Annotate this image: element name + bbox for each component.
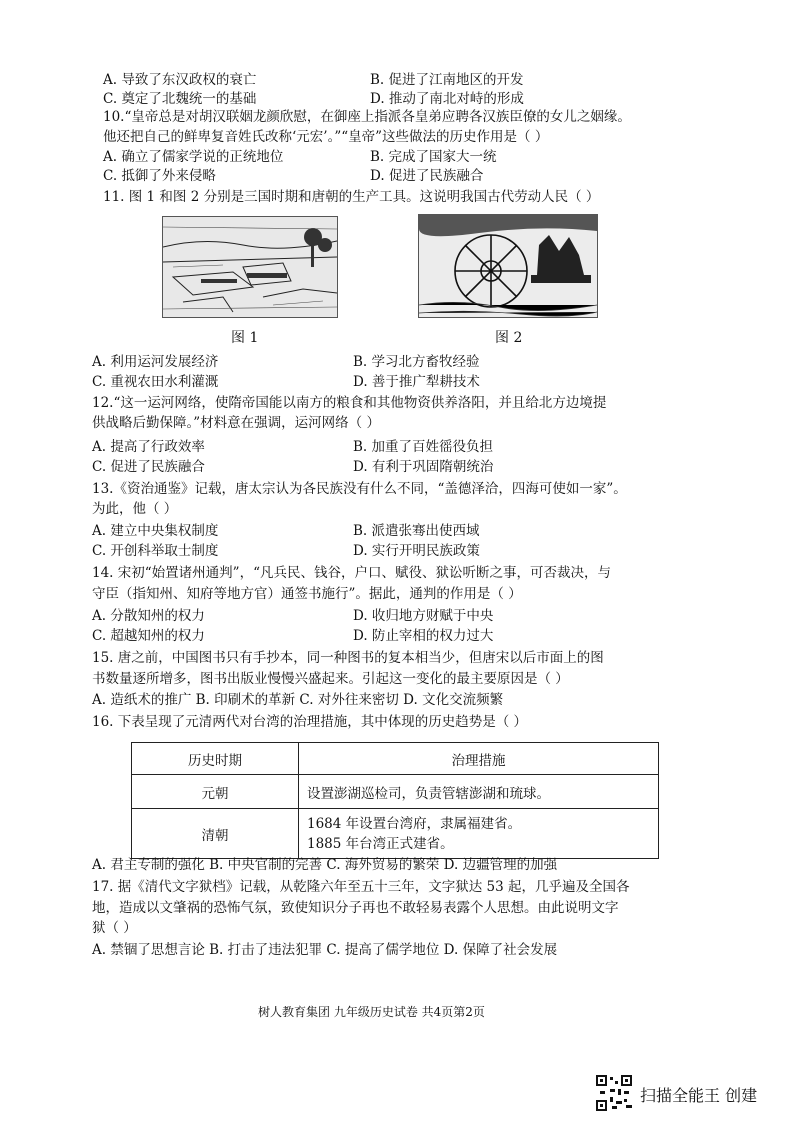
table-cell-yuan-measure: 设置澎湖巡检司，负责管辖澎湖和琉球。 bbox=[299, 775, 659, 809]
q17-stem-line3: 狱（ ） bbox=[92, 920, 137, 936]
q11-option-a: A. 利用运河发展经济 bbox=[92, 354, 219, 370]
q10-option-a: A. 确立了儒家学说的正统地位 bbox=[103, 149, 284, 165]
q13-stem-line2: 为此，他（ ） bbox=[92, 501, 178, 517]
table-cell-qing-measure bbox=[299, 809, 659, 859]
table-cell-yuan: 元朝 bbox=[132, 775, 299, 809]
q13-stem-line1: 13.《资治通鉴》记载，唐太宗认为各民族没有什么不同，“盖德泽洽，四海可使如一家”。 bbox=[92, 481, 627, 497]
q16-stem: 16. 下表呈现了元清两代对台湾的治理措施，其中体现的历史趋势是（ ） bbox=[92, 714, 528, 730]
q12-stem-line1: 12.“这一运河网络，使隋帝国能以南方的粮食和其他物资供养洛阳，并且给北方边境提 bbox=[92, 395, 607, 411]
q16-options: A. 君主专制的强化 B. 中央官制的完善 C. 海外贸易的繁荣 D. 边疆管理的加强 bbox=[92, 857, 558, 873]
figure-2-image bbox=[418, 214, 598, 318]
q11-option-b: B. 学习北方畜牧经验 bbox=[353, 354, 480, 370]
q10-stem-line2: 他还把自己的鲜卑复音姓氏改称‘元宏’。”“皇帝”这些做法的历史作用是（ ） bbox=[103, 129, 549, 145]
qr-code-icon bbox=[596, 1075, 632, 1111]
q9-option-d: D. 推动了南北对峙的形成 bbox=[370, 91, 524, 107]
q17-stem-line2: 地，造成以文肇祸的恐怖气氛，致使知识分子再也不敢轻易表露个人思想。由此说明文字 bbox=[92, 900, 619, 916]
q10-option-b: B. 完成了国家大一统 bbox=[370, 149, 497, 165]
q15-stem-line2: 书数量逐所增多，图书出版业慢慢兴盛起来。引起这一变化的最主要原因是（ ） bbox=[92, 671, 569, 687]
q14-option-a: A. 分散知州的权力 bbox=[92, 608, 205, 624]
q14-stem-line2: 守臣（指知州、知府等地方官）通签书施行”。据此，通判的作用是（ ） bbox=[92, 586, 522, 602]
qing-measure-line2: 1885 年台湾正式建省。 bbox=[307, 835, 454, 852]
figure-1-caption: 图 1 bbox=[231, 330, 259, 346]
q10-option-c: C. 抵御了外来侵略 bbox=[103, 168, 216, 184]
q14-option-b: D. 收归地方财赋于中央 bbox=[353, 608, 494, 624]
scanner-watermark: 扫描全能王 创建 bbox=[640, 1086, 758, 1105]
table-header-period: 历史时期 bbox=[132, 743, 299, 775]
page-footer: 树人教育集团 九年级历史试卷 共4页第2页 bbox=[258, 1005, 485, 1019]
q9-option-b: B. 促进了江南地区的开发 bbox=[370, 72, 524, 88]
q16-table bbox=[131, 742, 659, 859]
table-header-measure: 治理措施 bbox=[299, 743, 659, 775]
q14-option-c: C. 超越知州的权力 bbox=[92, 628, 205, 644]
q10-stem-line1: 10.“皇帝总是对胡汉联姻龙颜欣慰，在御座上指派各皇弟应聘各汉族臣僚的女儿之姻缘。 bbox=[103, 109, 631, 125]
q14-stem-line1: 14. 宋初“始置诸州通判”，“凡兵民、钱谷，户口、赋役、狱讼听断之事，可否裁决，与 bbox=[92, 565, 611, 581]
q11-stem: 11. 图 1 和图 2 分别是三国时期和唐朝的生产工具。这说明我国古代劳动人民（ ） bbox=[103, 189, 600, 205]
q13-option-c: C. 开创科举取士制度 bbox=[92, 543, 219, 559]
q9-option-c: C. 奠定了北魏统一的基础 bbox=[103, 91, 257, 107]
figure-2-caption: 图 2 bbox=[495, 330, 523, 346]
q17-stem-line1: 17. 据《清代文字狱档》记载，从乾隆六年至五十三年，文字狱达 53 起，几乎遍及全国各 bbox=[92, 879, 630, 895]
q15-stem-line1: 15. 唐之前，中国图书只有手抄本，同一种图书的复本相当少，但唐宋以后市面上的图 bbox=[92, 650, 604, 666]
q12-option-c: C. 促进了民族融合 bbox=[92, 459, 205, 475]
q15-options: A. 造纸术的推广 B. 印刷术的革新 C. 对外往来密切 D. 文化交流频繁 bbox=[92, 692, 504, 708]
q10-option-d: D. 促进了民族融合 bbox=[370, 168, 484, 184]
q13-option-d: D. 实行开明民族政策 bbox=[353, 543, 480, 559]
q12-option-d: D. 有利于巩固隋朝统治 bbox=[353, 459, 494, 475]
q11-option-d: D. 善于推广犁耕技术 bbox=[353, 374, 480, 390]
figure-1-image bbox=[162, 216, 338, 318]
q12-stem-line2: 供战略后勤保障。”材料意在强调，运河网络（ ） bbox=[92, 415, 380, 431]
q12-option-a: A. 提高了行政效率 bbox=[92, 439, 205, 455]
q13-option-b: B. 派遣张骞出使西域 bbox=[353, 523, 480, 539]
q14-option-d: D. 防止宰相的权力过大 bbox=[353, 628, 494, 644]
q9-option-a: A. 导致了东汉政权的衰亡 bbox=[103, 72, 257, 88]
table-cell-qing: 清朝 bbox=[132, 809, 299, 859]
q12-option-b: B. 加重了百姓徭役负担 bbox=[353, 439, 494, 455]
qing-measure-line1: 1684 年设置台湾府，隶属福建省。 bbox=[307, 815, 522, 832]
q11-option-c: C. 重视农田水利灌溉 bbox=[92, 374, 219, 390]
q17-options: A. 禁锢了思想言论 B. 打击了违法犯罪 C. 提高了儒学地位 D. 保障了社会发展 bbox=[92, 942, 558, 958]
q13-option-a: A. 建立中央集权制度 bbox=[92, 523, 219, 539]
